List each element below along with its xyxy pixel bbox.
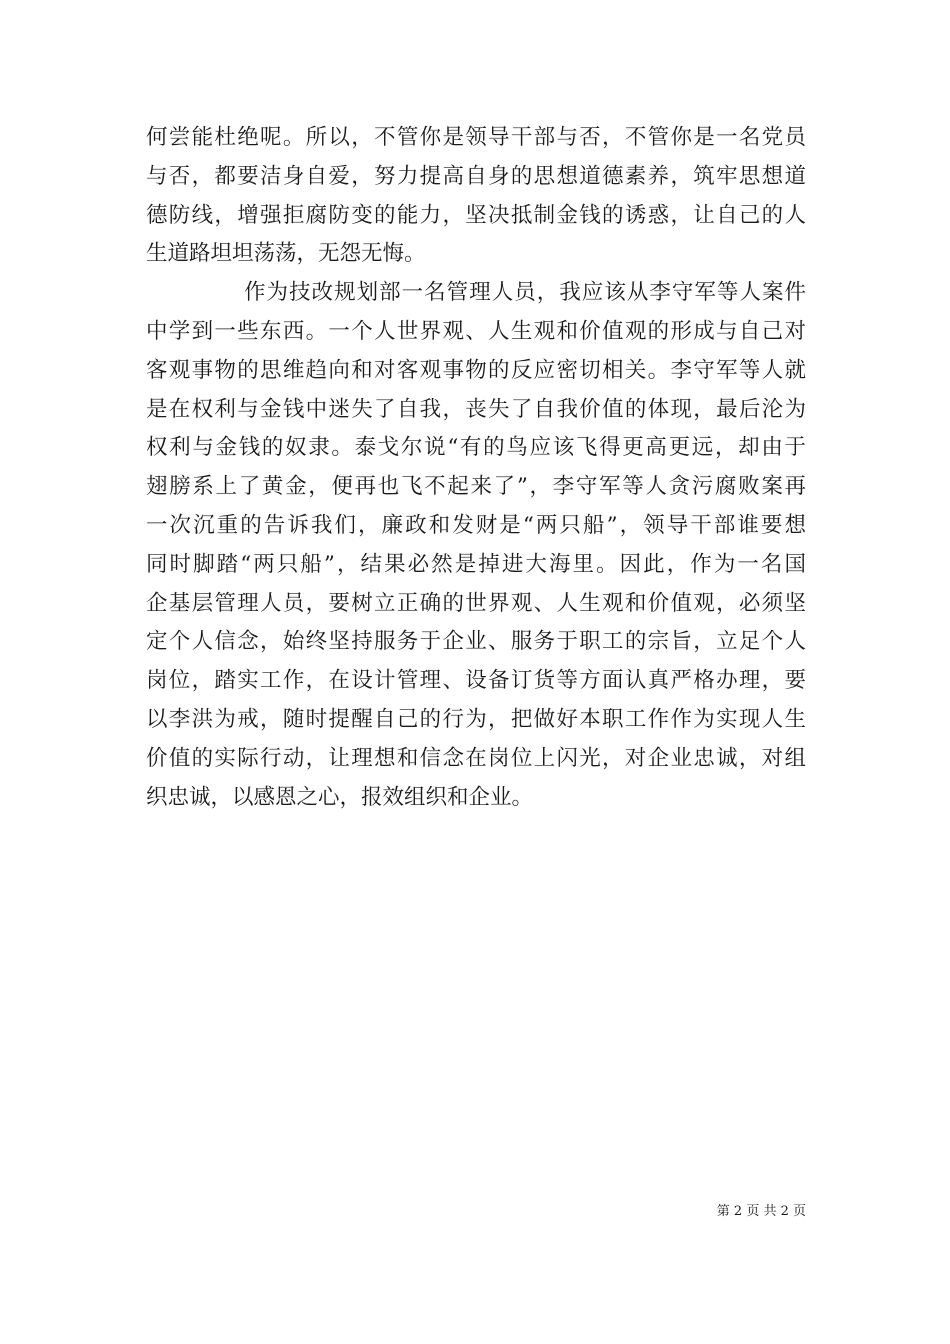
text-line: 权利与金钱的奴隶。泰戈尔说“有的鸟应该飞得更高更远，却由于 xyxy=(146,435,806,461)
text-line: 翅膀系上了黄金，便再也飞不起来了”，李守军等人贪污腐败案再 xyxy=(146,474,806,500)
text-line: 作为技改规划部一名管理人员，我应该从李守军等人案件 xyxy=(244,280,806,306)
text-line: 与否，都要洁身自爱，努力提高自身的思想道德素养，筑牢思想道 xyxy=(146,163,806,189)
text-line: 织忠诚，以感恩之心，报效组织和企业。 xyxy=(146,784,534,810)
text-line: 价值的实际行动，让理想和信念在岗位上闪光，对企业忠诚，对组 xyxy=(146,745,806,771)
text-line: 同时脚踏“两只船”，结果必然是掉进大海里。因此，作为一名国 xyxy=(146,551,806,577)
text-line: 企基层管理人员，要树立正确的世界观、人生观和价值观，必须坚 xyxy=(146,590,806,616)
text-line: 生道路坦坦荡荡，无怨无悔。 xyxy=(146,241,426,267)
text-line: 客观事物的思维趋向和对客观事物的反应密切相关。李守军等人就 xyxy=(146,357,806,383)
paragraph-1 xyxy=(146,119,806,274)
text-line: 定个人信念，始终坚持服务于企业、服务于职工的宗旨，立足个人 xyxy=(146,629,806,655)
body-text xyxy=(146,119,806,817)
page-number: 第 2 页 共 2 页 xyxy=(716,1204,806,1219)
text-line: 何尝能杜绝呢。所以，不管你是领导干部与否，不管你是一名党员 xyxy=(146,125,806,150)
text-line: 是在权利与金钱中迷失了自我，丧失了自我价值的体现，最后沦为 xyxy=(146,396,806,422)
text-line: 岗位，踏实工作，在设计管理、设备订货等方面认真严格办理，要 xyxy=(146,668,806,694)
text-line: 以李洪为戒，随时提醒自己的行为，把做好本职工作作为实现人生 xyxy=(146,706,806,732)
paragraph-2 xyxy=(146,274,806,817)
text-line: 中学到一些东西。一个人世界观、人生观和价值观的形成与自己对 xyxy=(146,318,806,344)
text-line: 德防线，增强拒腐防变的能力，坚决抵制金钱的诱惑，让自己的人 xyxy=(146,202,806,228)
text-line: 一次沉重的告诉我们，廉政和发财是“两只船”，领导干部谁要想 xyxy=(146,512,806,538)
